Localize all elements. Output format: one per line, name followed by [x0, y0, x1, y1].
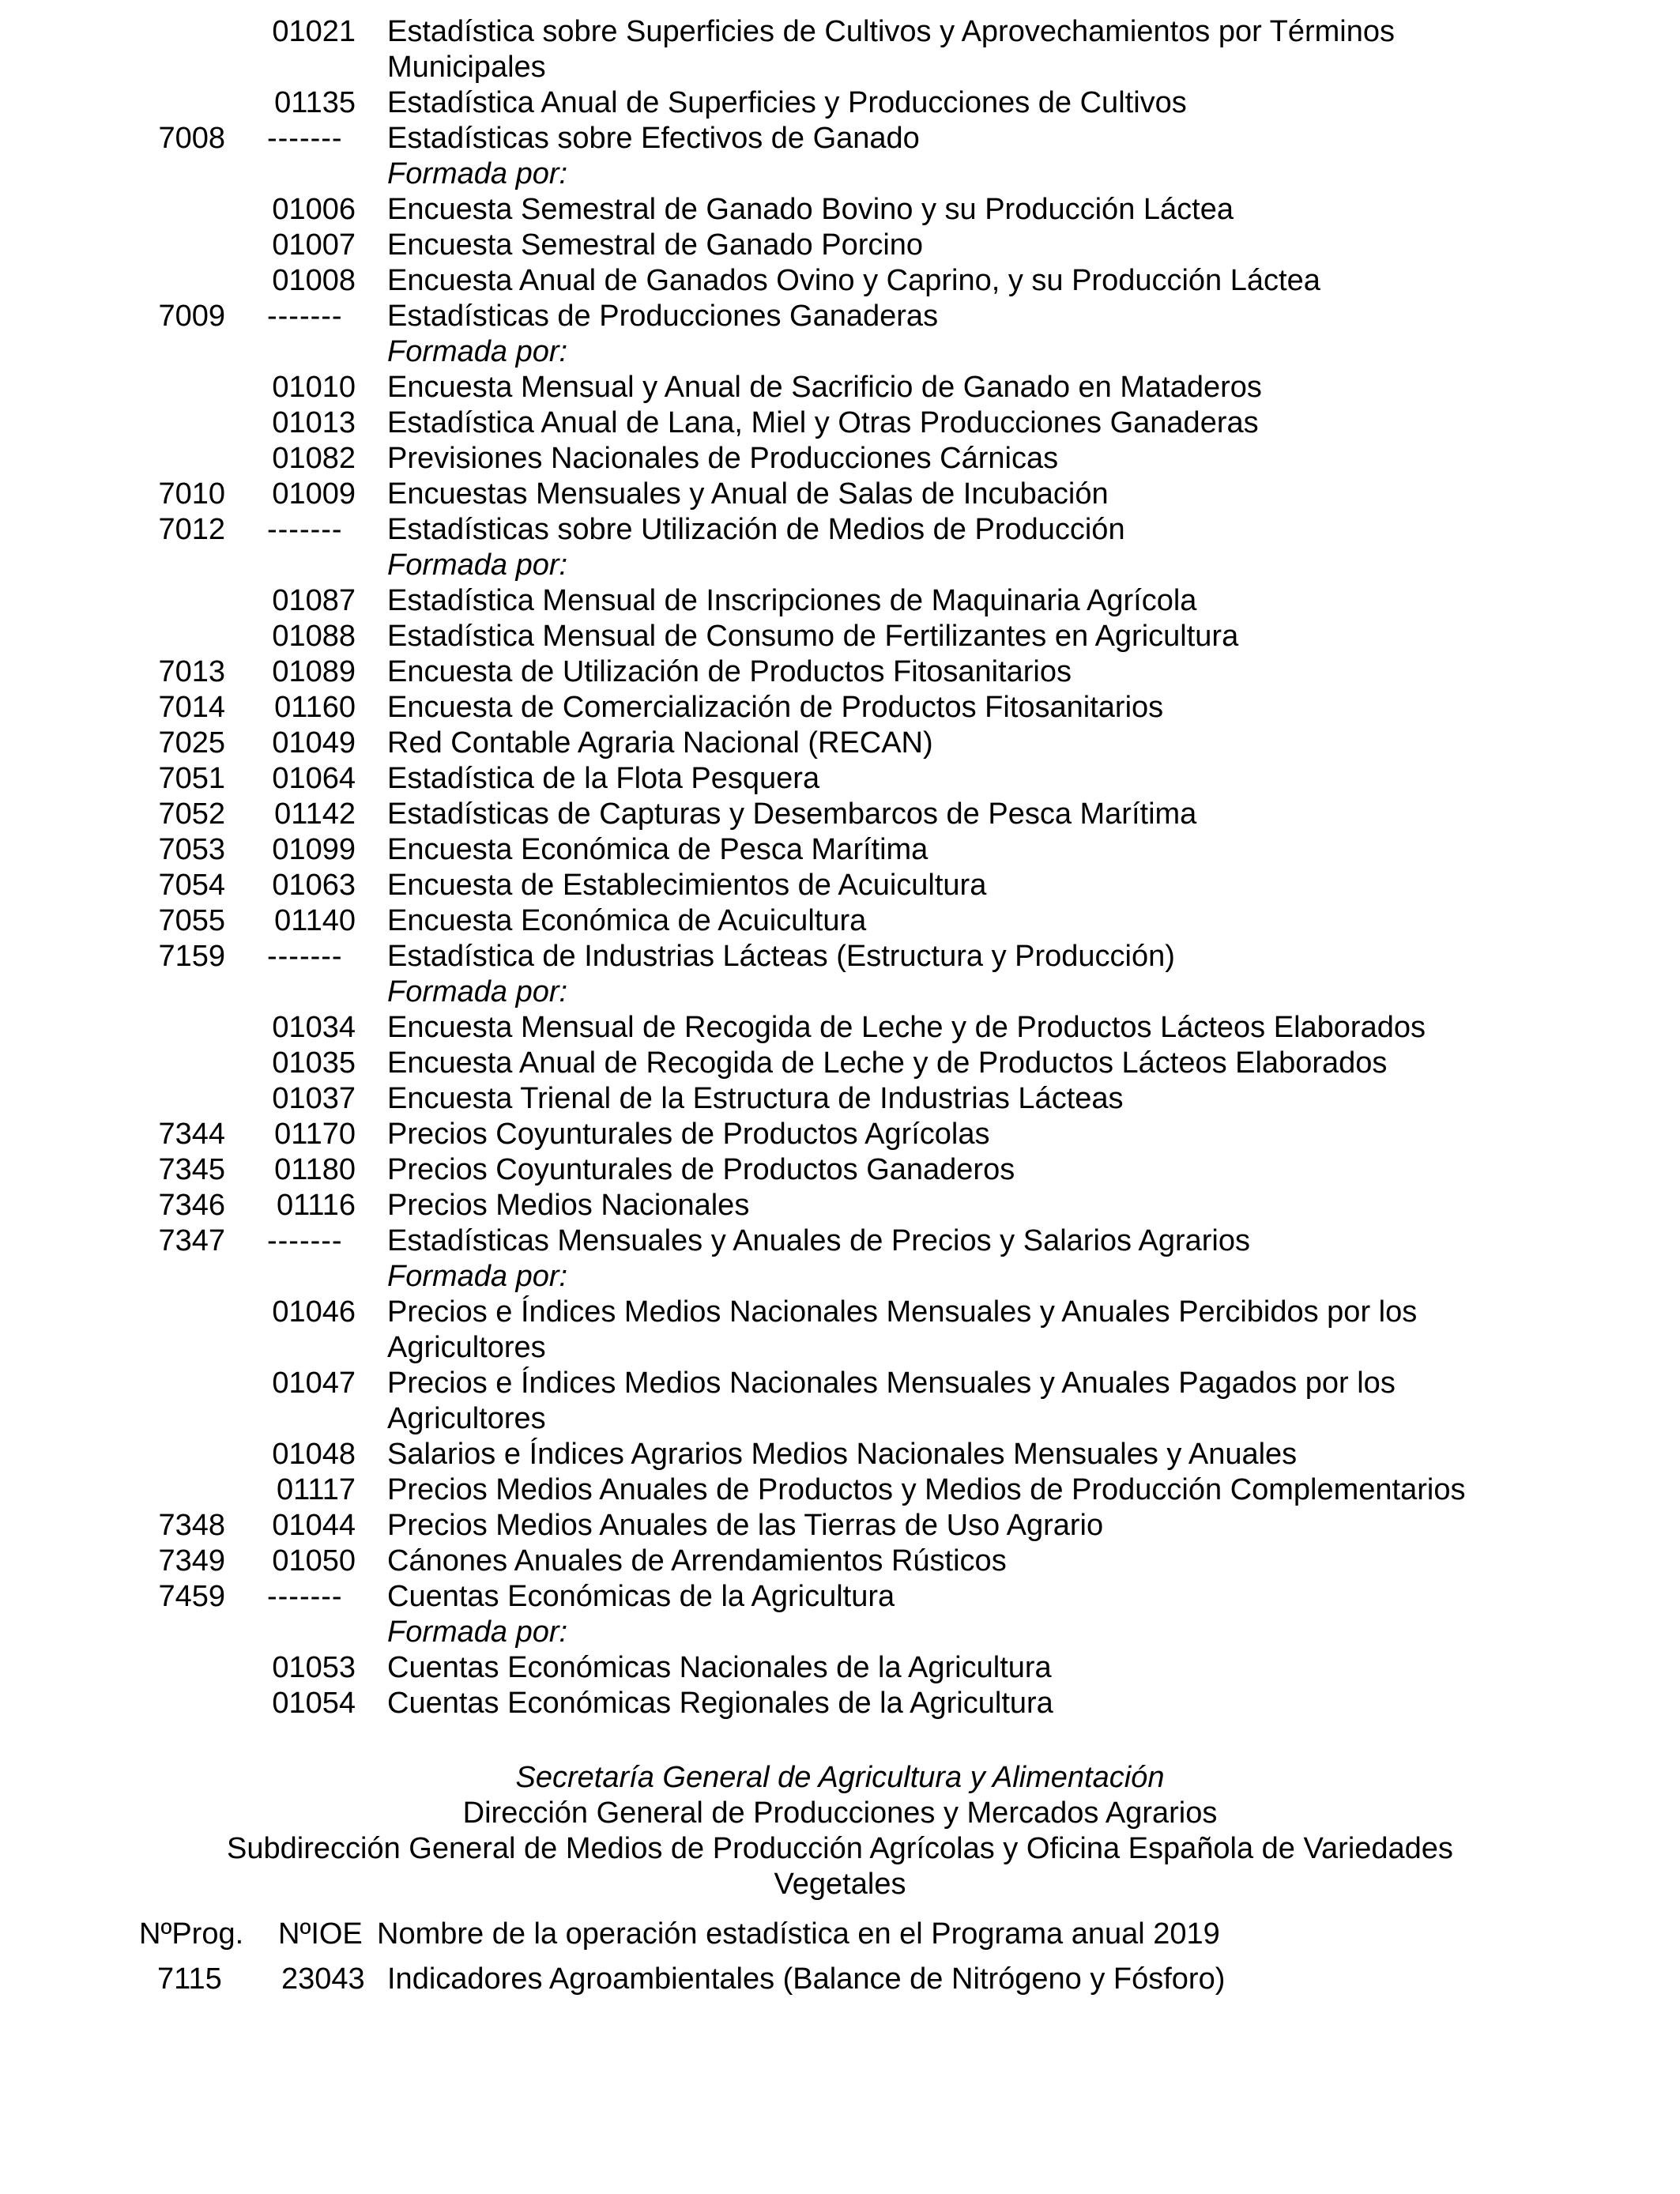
- row-name: Precios Coyunturales de Productos Ganaderos: [387, 1153, 1015, 1186]
- table-row: [0, 654, 1680, 690]
- row-name: Estadísticas de Producciones Ganaderas: [387, 300, 939, 333]
- row-ioe: 01180: [274, 1153, 356, 1186]
- row-name: Cuentas Económicas de la Agricultura: [387, 1580, 895, 1613]
- row-ioe: 01099: [272, 833, 356, 866]
- row-prog: 7054: [158, 869, 225, 902]
- direccion-title: Dirección General de Producciones y Mercados Agrarios: [462, 1796, 1218, 1830]
- row-ioe: -------: [267, 940, 343, 973]
- row-name: Encuesta Económica de Pesca Marítima: [387, 833, 929, 866]
- table-row: [0, 1437, 1680, 1472]
- table-row: [0, 441, 1680, 477]
- row-ioe: 01170: [274, 1118, 356, 1151]
- row-prog: 7348: [158, 1509, 225, 1542]
- row-ioe: 01064: [272, 762, 356, 795]
- table-row: [0, 1223, 1680, 1259]
- row-ioe: 01037: [272, 1082, 356, 1115]
- row-ioe: 01142: [274, 797, 356, 831]
- row-name: Estadística Mensual de Inscripciones de Maquinaria Agrícola: [387, 584, 1197, 617]
- row-ioe: -------: [267, 300, 343, 333]
- row-ioe: 01117: [276, 1473, 356, 1506]
- table-row: [0, 121, 1680, 156]
- row-ioe: 23043: [281, 1962, 365, 1996]
- row-name: Precios Coyunturales de Productos Agrícolas: [387, 1118, 990, 1151]
- row-name: Estadística de Industrias Lácteas (Estructura y Producción): [387, 940, 1175, 973]
- row-ioe: 01063: [272, 869, 356, 902]
- row-ioe: -------: [267, 122, 343, 155]
- row-name: Precios Medios Anuales de las Tierras de Uso Agrario: [387, 1509, 1104, 1542]
- formada-por-label: Formada por:: [387, 157, 568, 190]
- row-ioe: 01035: [272, 1046, 356, 1080]
- table-row: [0, 939, 1680, 974]
- row-ioe: 01053: [272, 1651, 356, 1684]
- row-name: Encuesta Semestral de Ganado Porcino: [387, 228, 924, 262]
- table-row: [0, 1081, 1680, 1117]
- table-row: [0, 1010, 1680, 1046]
- table-row: [0, 299, 1680, 334]
- row-prog: 7012: [158, 513, 225, 546]
- table-header: [0, 1917, 1680, 1952]
- row-name: Precios Medios Nacionales: [387, 1189, 750, 1222]
- table-row: [0, 1650, 1680, 1686]
- row-name: Cuentas Económicas Nacionales de la Agricultura: [387, 1651, 1052, 1684]
- row-prog: 7159: [158, 940, 225, 973]
- row-name: Estadísticas de Capturas y Desembarcos de Pesca Marítima: [387, 797, 1197, 831]
- table-row: [0, 1117, 1680, 1152]
- row-ioe: 01088: [272, 620, 356, 653]
- table-row: [0, 868, 1680, 903]
- row-ioe: 01089: [272, 655, 356, 688]
- row-ioe: 01048: [272, 1438, 356, 1471]
- row-name: Encuesta de Comercialización de Productos Fitosanitarios: [387, 691, 1164, 724]
- row-ioe: 01021: [272, 15, 356, 48]
- formada-por-label-row: [0, 548, 1680, 583]
- row-prog: 7346: [158, 1189, 225, 1222]
- organization-heading: [0, 1760, 1680, 1902]
- formada-por-label: Formada por:: [387, 1615, 568, 1649]
- row-ioe: 01044: [272, 1509, 356, 1542]
- secretaria-title: Secretaría General de Agricultura y Alimentación: [515, 1761, 1165, 1794]
- row-name: Precios e Índices Medios Nacionales Mensuales y Anuales Pagados por los Agricultores: [387, 1367, 1396, 1435]
- formada-por-label-row: [0, 1259, 1680, 1295]
- table-row: [0, 1046, 1680, 1081]
- row-prog: 7344: [158, 1118, 225, 1151]
- document-page: [0, 14, 1680, 1721]
- table-row: [0, 619, 1680, 654]
- row-prog: 7008: [158, 122, 225, 155]
- row-name: Estadística Anual de Superficies y Producciones de Cultivos: [387, 86, 1187, 119]
- row-name: Estadísticas sobre Efectivos de Ganado: [387, 122, 920, 155]
- operations-list: [0, 14, 1680, 1721]
- row-prog: 7349: [158, 1544, 225, 1578]
- row-name: Encuestas Mensuales y Anual de Salas de Incubación: [387, 477, 1109, 511]
- row-prog: 7014: [158, 691, 225, 724]
- table-row: [0, 583, 1680, 619]
- row-name: Estadística sobre Superficies de Cultivos y Aprovechamientos por Términos Municipales: [387, 15, 1396, 84]
- table-row: [0, 370, 1680, 405]
- row-ioe: 01046: [272, 1295, 356, 1329]
- row-prog: 7051: [158, 762, 225, 795]
- row-prog: 7010: [158, 477, 225, 511]
- row-name: Encuesta Anual de Ganados Ovino y Caprino, y su Producción Láctea: [387, 264, 1320, 297]
- row-ioe: 01050: [272, 1544, 356, 1578]
- subdireccion-title-line1: Subdirección General de Medios de Producción Agrícolas y Oficina Española de Variedades: [227, 1832, 1453, 1865]
- table-row: [0, 903, 1680, 939]
- row-prog: 7055: [158, 904, 225, 937]
- row-ioe: 01087: [272, 584, 356, 617]
- row-name: Encuesta Anual de Recogida de Leche y de Productos Lácteos Elaborados: [387, 1046, 1388, 1080]
- row-prog: 7345: [158, 1153, 225, 1186]
- row-name: Indicadores Agroambientales (Balance de Nitrógeno y Fósforo): [387, 1962, 1226, 1996]
- table-row: [0, 1472, 1680, 1508]
- table-row: [0, 1508, 1680, 1544]
- table-row: [0, 228, 1680, 263]
- row-ioe: 01007: [272, 228, 356, 262]
- row-name: Encuesta Trienal de la Estructura de Industrias Lácteas: [387, 1082, 1124, 1115]
- row-ioe: 01006: [272, 193, 356, 226]
- row-name: Previsiones Nacionales de Producciones Cárnicas: [387, 442, 1059, 475]
- table-row: [0, 1579, 1680, 1615]
- table-row: [0, 797, 1680, 832]
- header-name: Nombre de la operación estadística en el Programa anual 2019: [377, 1917, 1220, 1951]
- table-row: [0, 512, 1680, 548]
- row-name: Cuentas Económicas Regionales de la Agricultura: [387, 1687, 1053, 1720]
- row-ioe: -------: [267, 1224, 343, 1257]
- row-name: Cánones Anuales de Arrendamientos Rústicos: [387, 1544, 1007, 1578]
- table-row: [0, 477, 1680, 512]
- table-row: [0, 726, 1680, 761]
- row-prog: 7025: [158, 726, 225, 760]
- row-prog: 7013: [158, 655, 225, 688]
- row-ioe: -------: [267, 513, 343, 546]
- formada-por-label: Formada por:: [387, 335, 568, 368]
- row-name: Estadísticas sobre Utilización de Medios de Producción: [387, 513, 1125, 546]
- row-ioe: 01008: [272, 264, 356, 297]
- table-row: [0, 832, 1680, 868]
- row-prog: 7115: [157, 1962, 222, 1996]
- row-ioe: 01160: [274, 691, 356, 724]
- row-ioe: 01049: [272, 726, 356, 760]
- table-row: [0, 690, 1680, 726]
- formada-por-label-row: [0, 156, 1680, 192]
- formada-por-label-row: [0, 974, 1680, 1010]
- row-name: Salarios e Índices Agrarios Medios Nacionales Mensuales y Anuales: [387, 1438, 1298, 1471]
- row-name: Precios Medios Anuales de Productos y Medios de Producción Complementarios: [387, 1473, 1466, 1506]
- row-name: Encuesta Mensual de Recogida de Leche y de Productos Lácteos Elaborados: [387, 1011, 1426, 1044]
- header-prog: NºProg.: [139, 1917, 244, 1951]
- row-name: Estadística Anual de Lana, Miel y Otras Producciones Ganaderas: [387, 406, 1259, 439]
- row-name: Estadísticas Mensuales y Anuales de Precios y Salarios Agrarios: [387, 1224, 1250, 1257]
- row-name: Encuesta Mensual y Anual de Sacrificio de Ganado en Mataderos: [387, 371, 1262, 404]
- table-row: [0, 1366, 1680, 1437]
- table-row: [0, 192, 1680, 228]
- formada-por-label-row: [0, 1615, 1680, 1650]
- row-name: Encuesta Semestral de Ganado Bovino y su Producción Láctea: [387, 193, 1234, 226]
- table-row: [0, 1188, 1680, 1223]
- row-name: Precios e Índices Medios Nacionales Mensuales y Anuales Percibidos por los Agricultores: [387, 1295, 1418, 1364]
- table-row: [0, 405, 1680, 441]
- table-row: [0, 14, 1680, 85]
- row-ioe: 01010: [272, 371, 356, 404]
- row-prog: 7347: [158, 1224, 225, 1257]
- row-ioe: 01009: [272, 477, 356, 511]
- row-name: Encuesta de Utilización de Productos Fitosanitarios: [387, 655, 1072, 688]
- row-prog: 7052: [158, 797, 225, 831]
- formada-por-label-row: [0, 334, 1680, 370]
- table-row: [0, 1544, 1680, 1579]
- row-ioe: 01047: [272, 1367, 356, 1400]
- formada-por-label: Formada por:: [387, 548, 568, 582]
- row-ioe: -------: [267, 1580, 343, 1613]
- row-prog: 7009: [158, 300, 225, 333]
- row-name: Encuesta de Establecimientos de Acuicultura: [387, 869, 987, 902]
- formada-por-label: Formada por:: [387, 975, 568, 1008]
- header-ioe: NºIOE: [278, 1917, 363, 1951]
- row-ioe: 01034: [272, 1011, 356, 1044]
- row-ioe: 01135: [274, 86, 356, 119]
- table-row: [0, 85, 1680, 121]
- row-ioe: 01140: [274, 904, 356, 937]
- formada-por-label: Formada por:: [387, 1260, 568, 1293]
- subdireccion-title-line2: Vegetales: [774, 1868, 906, 1901]
- row-ioe: 01054: [272, 1687, 356, 1720]
- table-row: [0, 1686, 1680, 1721]
- table-row: [0, 1152, 1680, 1188]
- row-ioe: 01116: [276, 1189, 356, 1222]
- row-prog: 7053: [158, 833, 225, 866]
- row-ioe: 01013: [272, 406, 356, 439]
- row-name: Estadística Mensual de Consumo de Fertilizantes en Agricultura: [387, 620, 1239, 653]
- table-row: [0, 761, 1680, 797]
- table-row: [0, 263, 1680, 299]
- row-name: Red Contable Agraria Nacional (RECAN): [387, 726, 933, 760]
- row-name: Estadística de la Flota Pesquera: [387, 762, 820, 795]
- table-row: [0, 1962, 1680, 1997]
- table-row: [0, 1295, 1680, 1366]
- row-name: Encuesta Económica de Acuicultura: [387, 904, 867, 937]
- row-prog: 7459: [158, 1580, 225, 1613]
- row-ioe: 01082: [272, 442, 356, 475]
